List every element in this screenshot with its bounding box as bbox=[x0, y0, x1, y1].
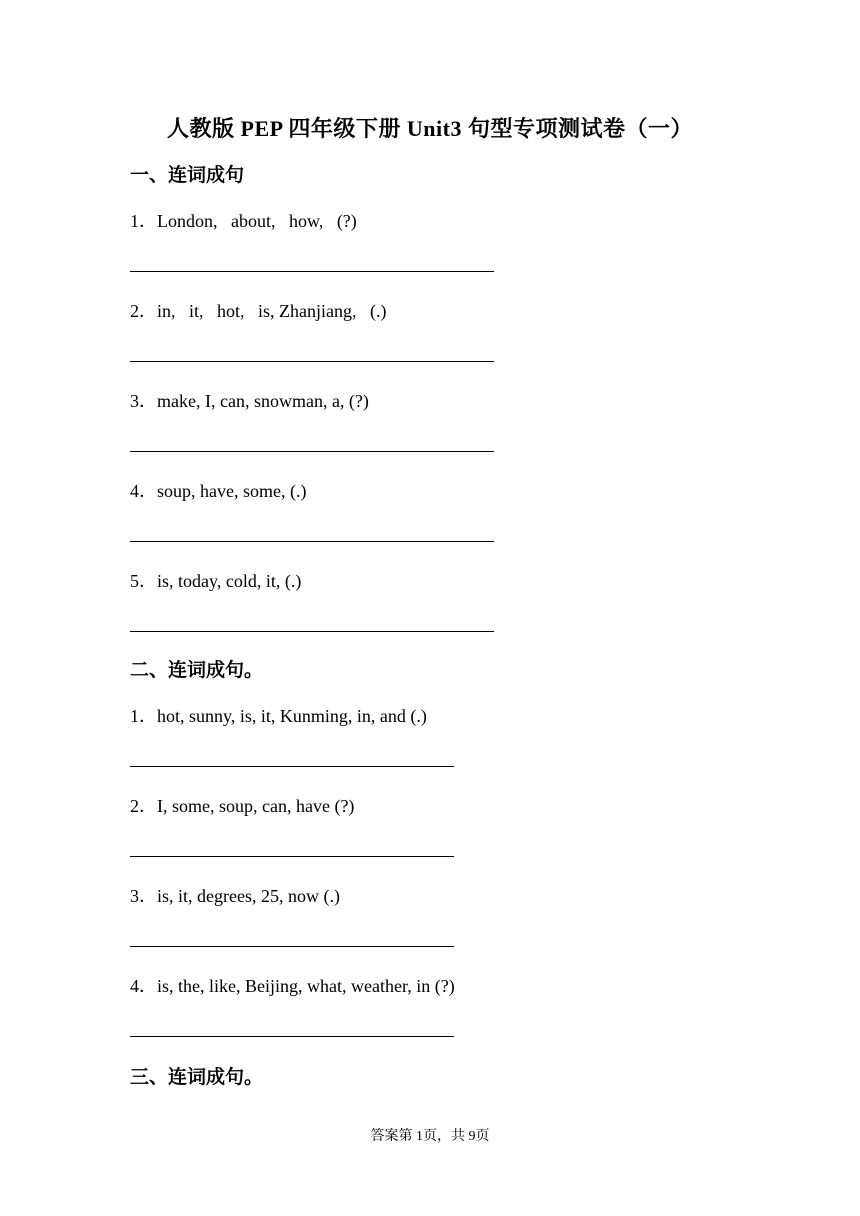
answer-line-1-2[interactable] bbox=[130, 361, 494, 362]
answer-line-2-3[interactable] bbox=[130, 946, 454, 947]
question-1-4: 4．soup, have, some, (.) bbox=[130, 481, 307, 501]
answer-line-1-1[interactable] bbox=[130, 271, 494, 272]
question-1-3: 3．make, I, can, snowman, a, (?) bbox=[130, 391, 369, 411]
answer-line-2-1[interactable] bbox=[130, 766, 454, 767]
section-heading-3: 三、连词成句。 bbox=[130, 1067, 264, 1088]
section-heading-1: 一、连词成句 bbox=[130, 165, 245, 186]
question-2-4: 4．is, the, like, Beijing, what, weather, in (?) bbox=[130, 976, 455, 996]
page-title: 人教版 PEP 四年级下册 Unit3 句型专项测试卷（一） bbox=[167, 116, 693, 141]
section-heading-2: 二、连词成句。 bbox=[130, 660, 264, 681]
question-2-1: 1．hot, sunny, is, it, Kunming, in, and (.) bbox=[130, 706, 427, 726]
question-1-2: 2．in, it, hot, is, Zhanjiang, (.) bbox=[130, 301, 387, 321]
question-2-2: 2．I, some, soup, can, have (?) bbox=[130, 796, 355, 816]
answer-line-1-3[interactable] bbox=[130, 451, 494, 452]
question-1-1: 1．London, about, how, (?) bbox=[130, 211, 357, 231]
page-footer: 答案第 1页，共 9页 bbox=[370, 1129, 490, 1144]
question-2-3: 3．is, it, degrees, 25, now (.) bbox=[130, 886, 340, 906]
answer-line-1-4[interactable] bbox=[130, 541, 494, 542]
question-1-5: 5．is, today, cold, it, (.) bbox=[130, 571, 302, 591]
answer-line-1-5[interactable] bbox=[130, 631, 494, 632]
answer-line-2-2[interactable] bbox=[130, 856, 454, 857]
answer-line-2-4[interactable] bbox=[130, 1036, 454, 1037]
